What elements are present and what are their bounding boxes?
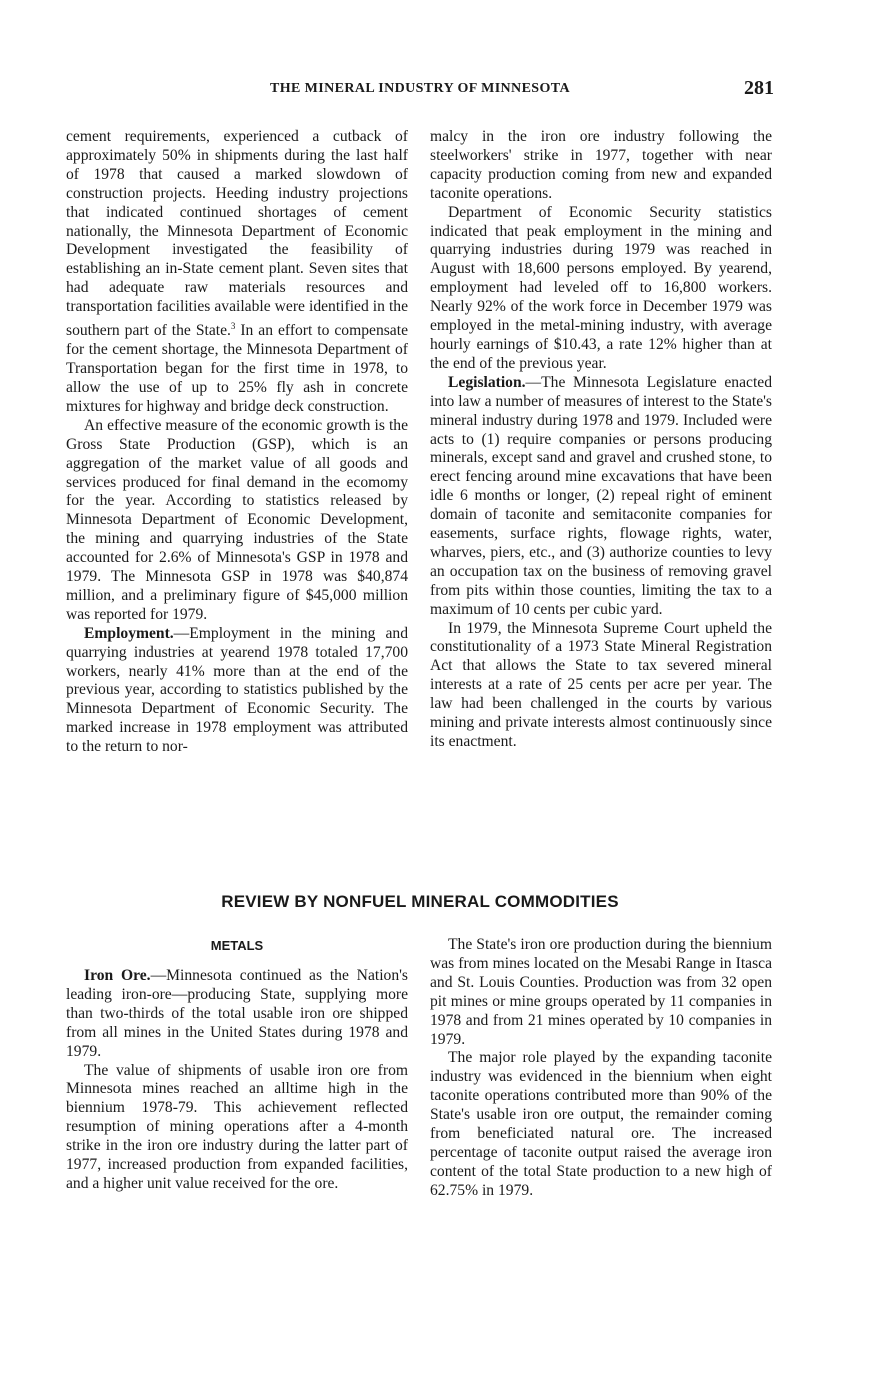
subheading-metals: METALS (210, 938, 264, 953)
paragraph-iron-ore-text: —Minnesota continued as the Nation's leading iron-ore—producing State, supplying more than two-thirds of the total usable iron ore shipped from all mines in the United States during 1978 and 1979. (66, 967, 408, 1060)
paragraph-peak-employment: Department of Economic Security statistics indicated that peak employment in the mining and quarrying industries during 1979 was reached in August with 18,600 persons employed. By yearend, employment had leveled off to 16,800 workers. Nearly 92% of the work force in December 1979 was employed in the metal-mining industry, with average hourly earnings of $10.43, a rate 12% higher than at the end of the previous year. (430, 203, 772, 372)
column-top-left (66, 128, 408, 757)
column-top-right (430, 128, 772, 752)
paragraph-employment (66, 625, 408, 757)
column-bottom-right (430, 936, 772, 1201)
paragraph-iron-ore (66, 967, 408, 1062)
paragraph-taconite: The major role played by the expanding taconite industry was evidenced in the biennium when eight taconite operations contributed more than 90% of the State's usable iron ore output, the remainder coming from beneficiated natural ore. The increased percentage of taconite output raised the average iron content of the total State production to a new high of 62.75% in 1979. (430, 1049, 772, 1199)
page-number: 281 (744, 77, 774, 99)
paragraph-shipments-value: The value of shipments of usable iron ore from Minnesota mines reached an alltime high in the biennium 1978-79. This achievement reflected resumption of mining operations after a 4-month strike in the iron ore industry during the latter part of 1977, increased production from expanded facilities, and a higher unit value received for the ore. (66, 1061, 408, 1192)
paragraph-legislation-text: —The Minnesota Legislature enacted into law a number of measures of interest to the State's mineral industry during 1978 and 1979. Included were acts to (1) require companies or persons producing minerals, except sand and gravel and crushed stone, to erect fencing around mine excavations that have been idle 6 months or longer, (2) repeal right of eminent domain of taconite and semitaconite companies for easements, surface rights, flowage rights, water, wharves, piers, etc., and (3) authorize counties to levy an occupation tax on the business of removing gravel from pits within those counties, limiting the tax to a maximum of 10 cents per cubic yard. (430, 373, 772, 618)
paragraph-cement-continued: In an effort to compensate for the cement shortage, the Minnesota Department of Transportation began for the first time in 1978, to allow the use of up to 25% fly ash in concrete mixtures for highway and bridge deck construction. (66, 322, 408, 415)
paragraph-gsp: An effective measure of the economic growth is the Gross State Production (GSP), which is an aggregation of the market value of all goods and services produced for final demand in the ecomomy for the year. According to statistics released by Minnesota Department of Economic Development, the mining and quarrying industries of the State accounted for 2.6% of Minnesota's GSP in 1978 and 1979. The Minnesota GSP in 1978 was $40,874 million, and a preliminary figure of $45,000 million was reported for 1979. (66, 416, 408, 623)
running-title: THE MINERAL INDUSTRY OF MINNESOTA (269, 81, 570, 96)
paragraph-normalcy: malcy in the iron ore industry following the steelworkers' strike in 1977, together with near capacity production coming from new and expanded taconite operations. (430, 128, 772, 202)
run-in-heading-iron-ore: Iron Ore. (84, 967, 151, 984)
paragraph-cement (66, 128, 408, 417)
running-head (66, 77, 774, 101)
column-bottom-left (66, 936, 408, 1194)
paragraph-cement-text: cement requirements, experienced a cutback of approximately 50% in shipments during the last half of 1978 that caused a marked slowdown of construction projects. Heeding industry projections that indicated continued shortages of cement nationally, the Minnesota Department of Economic Development investigated the feasibility of establishing an in-State cement plant. Seven sites that had adequate raw materials resources and transportation facilities available were identified in the southern part of the State. (66, 128, 408, 340)
section-heading: REVIEW BY NONFUEL MINERAL COMMODITIES (221, 892, 619, 911)
paragraph-legislation (430, 374, 772, 620)
footnote-marker: 3 (230, 321, 236, 332)
run-in-heading-legislation: Legislation. (448, 373, 526, 391)
run-in-heading-employment: Employment. (84, 624, 174, 642)
paragraph-supreme-court: In 1979, the Minnesota Supreme Court upheld the constitutionality of a 1973 State Mineral Registration Act that allows the State to tax severed mineral interests at a rate of 25 cents per acre per year. The law had been challenged in the courts by various mining and private interests almost continuously since its enactment. (430, 619, 772, 750)
paragraph-employment-text: —Employment in the mining and quarrying industries at yearend 1978 totaled 17,700 workers, nearly 41% more than at the end of the previous year, according to statistics published by the Minnesota Department of Economic Security. The marked increase in 1978 employment was attributed to the return to nor- (66, 624, 408, 756)
paragraph-production-sources: The State's iron ore production during the biennium was from mines located on the Mesabi Range in Itasca and St. Louis Counties. Production was from 32 open pit mines or mine groups operated by 11 companies in 1978 and from 21 mines operated by 10 companies in 1979. (430, 936, 772, 1048)
